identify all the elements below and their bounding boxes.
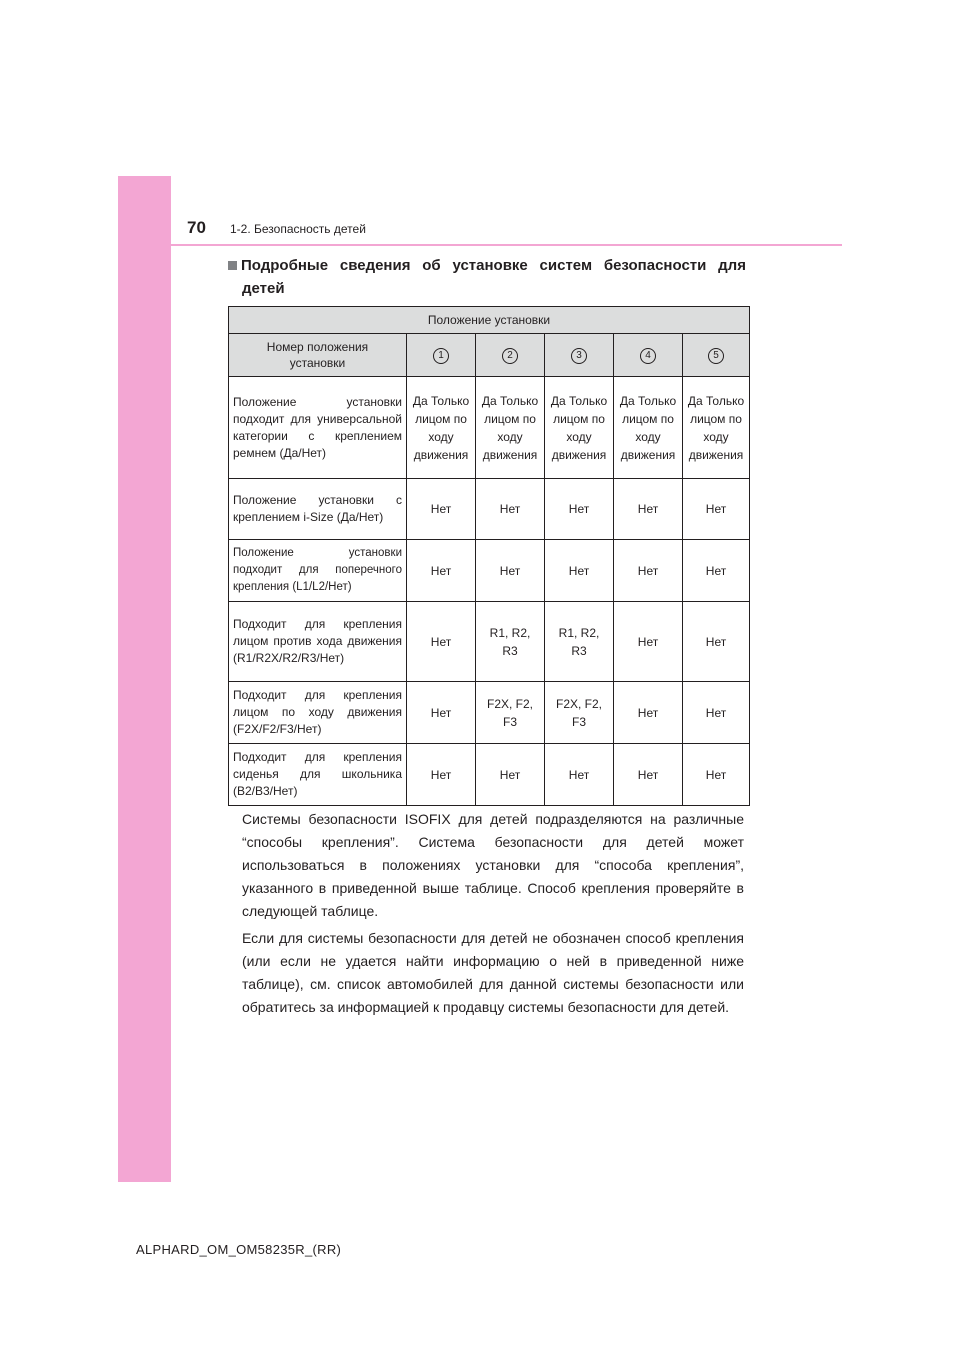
installation-table xyxy=(228,306,750,806)
table-cell: R1, R2, R3 xyxy=(545,602,614,682)
subsection-heading xyxy=(228,254,746,300)
table-cell: Да Только лицом по ходу движения xyxy=(407,377,476,479)
page-number: 70 xyxy=(187,218,206,237)
table-cell: Нет xyxy=(614,479,683,540)
table-title: Положение установки xyxy=(229,307,750,334)
table-cell: Нет xyxy=(614,602,683,682)
footer-code: ALPHARD_OM_OM58235R_(RR) xyxy=(136,1242,342,1257)
paragraph: Если для системы безопасности для детей не обозначен способ крепления (или если не удается найти информацию о ней в приведенной ниже таблице), см. список автомобилей для данной системы безопасности или обратитесь за информацией к продавцу системы безопасности для детей. xyxy=(242,930,744,1015)
table-cell: F2X, F2, F3 xyxy=(545,682,614,744)
table-cell: Нет xyxy=(614,682,683,744)
heading-line2: детей xyxy=(242,280,285,297)
table-cell: Да Только лицом по ходу движения xyxy=(614,377,683,479)
circled-number-2-icon: 2 xyxy=(502,348,518,364)
table-cell: Да Только лицом по ходу движения xyxy=(545,377,614,479)
heading-word: безопасности xyxy=(603,257,707,274)
section-title: 1-2. Безопасность детей xyxy=(230,222,366,236)
table-cell: Нет xyxy=(407,682,476,744)
row-label: Подходит для крепления лицом по ходу движения (F2X/F2/F3/Нет) xyxy=(229,682,407,744)
table-cell: Нет xyxy=(614,744,683,806)
paragraph: Системы безопасности ISOFIX для детей подразделяются на различные “способы крепления”. Система безопасности для детей может использоваться в положениях установки для “способа крепления”, указанного в приведенной выше таблице. Способ крепления проверяйте в следующей таблице. xyxy=(242,811,744,919)
table-row xyxy=(229,682,750,744)
row-label: Подходит для крепления лицом против хода движения (R1/R2X/R2/R3/Нет) xyxy=(229,602,407,682)
row-label: Подходит для крепления сиденья для школьника (B2/B3/Нет) xyxy=(229,744,407,806)
table-row xyxy=(229,602,750,682)
table-cell: Нет xyxy=(407,744,476,806)
side-tab xyxy=(118,176,171,1182)
table-cell: Нет xyxy=(614,540,683,602)
heading-word: систем xyxy=(539,257,593,274)
table-cell: Нет xyxy=(476,540,545,602)
heading-word: установке xyxy=(452,257,528,274)
table-cell: Да Только лицом по ходу движения xyxy=(683,377,750,479)
table-cell: R1, R2, R3 xyxy=(476,602,545,682)
table-cell: Нет xyxy=(476,744,545,806)
circled-number-4-icon: 4 xyxy=(640,348,656,364)
circled-number-1-icon: 1 xyxy=(433,348,449,364)
row-label: Положение установки с креплением i-Size (Да/Нет) xyxy=(229,479,407,540)
table-cell: Нет xyxy=(545,744,614,806)
heading-word: об xyxy=(422,257,441,274)
table-row xyxy=(229,377,750,479)
position-number-header: Номер положения установки xyxy=(229,334,407,377)
square-bullet-icon xyxy=(228,261,237,270)
table-cell: Нет xyxy=(683,744,750,806)
heading-word: Подробные xyxy=(241,257,329,274)
heading-word: сведения xyxy=(339,257,411,274)
table-cell: Нет xyxy=(683,479,750,540)
circled-number-5-icon: 5 xyxy=(708,348,724,364)
table-cell: Нет xyxy=(476,479,545,540)
table-cell: Нет xyxy=(545,479,614,540)
body-text xyxy=(242,808,744,1023)
table-row xyxy=(229,479,750,540)
table-cell: Нет xyxy=(683,602,750,682)
table-cell: Да Только лицом по ходу движения xyxy=(476,377,545,479)
row-label: Положение установки подходит для поперечного крепления (L1/L2/Нет) xyxy=(229,540,407,602)
circled-number-3-icon: 3 xyxy=(571,348,587,364)
table-cell: Нет xyxy=(683,540,750,602)
table-row xyxy=(229,540,750,602)
table-cell: Нет xyxy=(683,682,750,744)
row-label: Положение установки подходит для универсальной категории с креплением ремнем (Да/Нет) xyxy=(229,377,407,479)
table-cell: Нет xyxy=(407,540,476,602)
table-cell: Нет xyxy=(545,540,614,602)
table-cell: F2X, F2, F3 xyxy=(476,682,545,744)
table-cell: Нет xyxy=(407,479,476,540)
table-cell: Нет xyxy=(407,602,476,682)
heading-word: для xyxy=(718,257,746,274)
header-divider xyxy=(171,244,842,246)
table-row xyxy=(229,744,750,806)
